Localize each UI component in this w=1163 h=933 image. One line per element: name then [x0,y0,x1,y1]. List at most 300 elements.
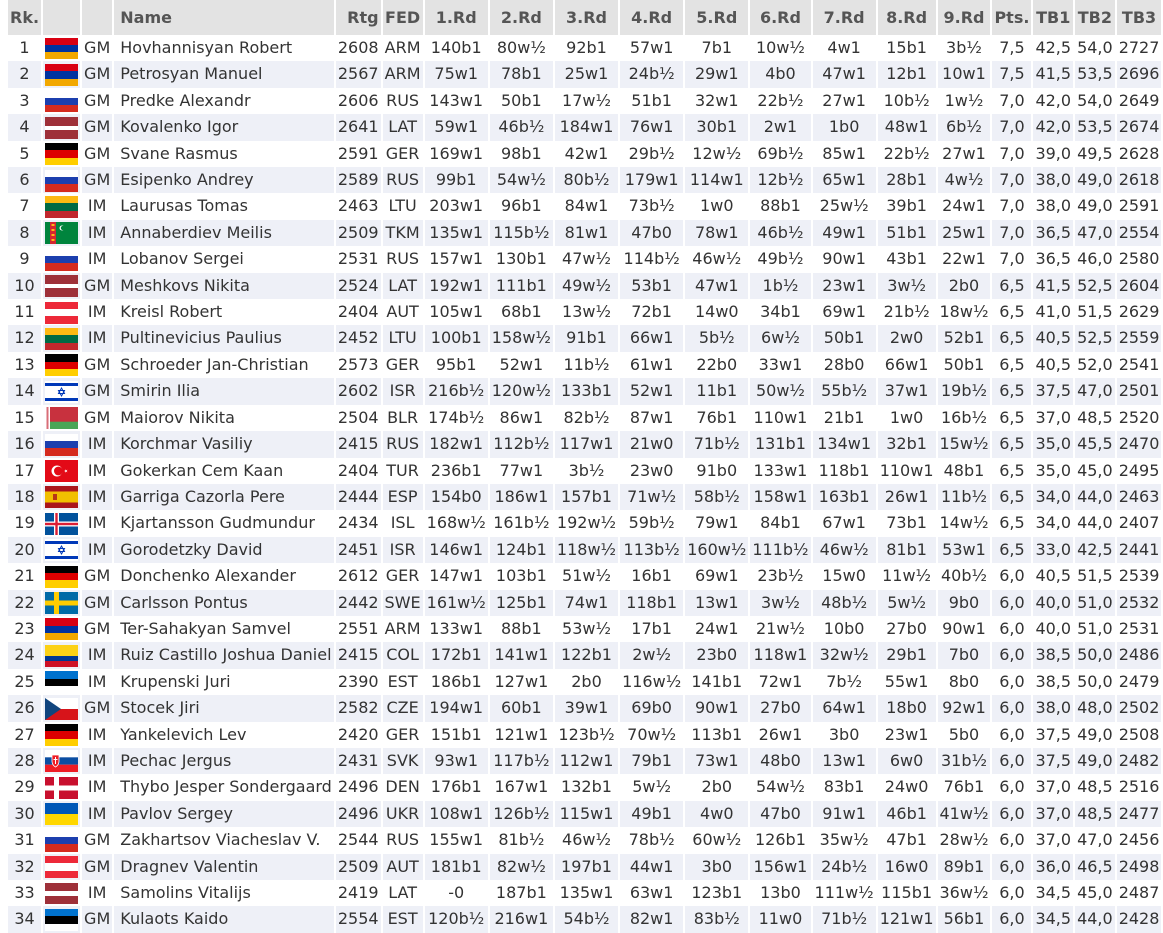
round-result-cell[interactable]: 60b1 [490,695,553,721]
round-result-cell[interactable]: 10w½ [750,35,810,61]
round-result-cell[interactable]: 93w1 [425,748,488,774]
round-result-cell[interactable]: 52b1 [938,325,991,351]
player-name-link[interactable]: Hovhannisyan Robert [114,35,334,61]
round-result-cell[interactable]: 49w½ [555,273,618,299]
round-result-cell[interactable]: 90w1 [813,246,876,272]
round-result-cell[interactable]: 77w1 [490,458,553,484]
round-result-cell[interactable]: 123b1 [685,880,748,906]
round-result-cell[interactable]: 121w1 [490,722,553,748]
round-result-cell[interactable]: 49w1 [813,220,876,246]
round-result-cell[interactable]: 64w1 [813,695,876,721]
round-result-cell[interactable]: 21w½ [750,616,810,642]
player-name-link[interactable]: Stocek Jiri [114,695,334,721]
round-result-cell[interactable]: 110w1 [878,458,936,484]
player-name-link[interactable]: Gokerkan Cem Kaan [114,458,334,484]
round-result-cell[interactable]: 114b½ [620,246,683,272]
round-result-cell[interactable]: 2b0 [555,669,618,695]
round-result-cell[interactable]: 118b1 [813,458,876,484]
round-result-cell[interactable]: 80b½ [555,167,618,193]
player-name-link[interactable]: Kulaots Kaido [114,906,334,932]
round-result-cell[interactable]: 23w1 [878,722,936,748]
round-result-cell[interactable]: 155w1 [425,827,488,853]
round-result-cell[interactable]: 156w1 [750,854,810,880]
round-result-cell[interactable]: 48w1 [878,114,936,140]
round-result-cell[interactable]: 76w1 [620,114,683,140]
round-result-cell[interactable]: 22b0 [685,352,748,378]
round-result-cell[interactable]: 11w½ [878,563,936,589]
round-result-cell[interactable]: 22b½ [878,141,936,167]
round-result-cell[interactable]: 135w1 [425,220,488,246]
player-name-link[interactable]: Predke Alexandr [114,88,334,114]
header-round-9[interactable]: 9.Rd [938,0,991,35]
round-result-cell[interactable]: 10b0 [813,616,876,642]
round-result-cell[interactable]: 141w1 [490,642,553,668]
round-result-cell[interactable]: 4b0 [750,61,810,87]
round-result-cell[interactable]: 179w1 [620,167,683,193]
round-result-cell[interactable]: 44w1 [620,854,683,880]
round-result-cell[interactable]: 70w½ [620,722,683,748]
round-result-cell[interactable]: 134w1 [813,431,876,457]
round-result-cell[interactable]: 67w1 [813,510,876,536]
round-result-cell[interactable]: 27b0 [878,616,936,642]
round-result-cell[interactable]: 54b½ [555,906,618,932]
round-result-cell[interactable]: 140b1 [425,35,488,61]
round-result-cell[interactable]: 9b0 [938,590,991,616]
round-result-cell[interactable]: 117b½ [490,748,553,774]
round-result-cell[interactable]: 56b1 [938,906,991,932]
round-result-cell[interactable]: 40b½ [938,563,991,589]
round-result-cell[interactable]: 203w1 [425,193,488,219]
round-result-cell[interactable]: 13b0 [750,880,810,906]
round-result-cell[interactable]: 48b1 [938,458,991,484]
round-result-cell[interactable]: 21w0 [620,431,683,457]
round-result-cell[interactable]: 120b½ [425,906,488,932]
round-result-cell[interactable]: 71w½ [620,484,683,510]
round-result-cell[interactable]: 52w1 [620,378,683,404]
round-result-cell[interactable]: 112w1 [555,748,618,774]
round-result-cell[interactable]: 46w½ [555,827,618,853]
round-result-cell[interactable]: 24w1 [685,616,748,642]
round-result-cell[interactable]: 21b1 [813,405,876,431]
player-name-link[interactable]: Kjartansson Gudmundur [114,510,334,536]
round-result-cell[interactable]: 111b1 [490,273,553,299]
round-result-cell[interactable]: 169w1 [425,141,488,167]
round-result-cell[interactable]: 39w1 [555,695,618,721]
round-result-cell[interactable]: 13w½ [555,299,618,325]
round-result-cell[interactable]: 161b½ [490,510,553,536]
round-result-cell[interactable]: 73b½ [620,193,683,219]
round-result-cell[interactable]: 143w1 [425,88,488,114]
round-result-cell[interactable]: 110w1 [750,405,810,431]
round-result-cell[interactable]: 49b1 [620,801,683,827]
round-result-cell[interactable]: 72w1 [750,669,810,695]
round-result-cell[interactable]: 122b1 [555,642,618,668]
round-result-cell[interactable]: 111w½ [813,880,876,906]
round-result-cell[interactable]: 49b½ [750,246,810,272]
round-result-cell[interactable]: 51b1 [620,88,683,114]
round-result-cell[interactable]: 3b½ [938,35,991,61]
round-result-cell[interactable]: 46b½ [490,114,553,140]
round-result-cell[interactable]: 32w1 [685,88,748,114]
round-result-cell[interactable]: 16b1 [620,563,683,589]
round-result-cell[interactable]: 115w1 [555,801,618,827]
round-result-cell[interactable]: 120w½ [490,378,553,404]
round-result-cell[interactable]: 50b1 [813,325,876,351]
round-result-cell[interactable]: 33w1 [750,352,810,378]
header-name[interactable]: Name [114,0,334,35]
round-result-cell[interactable]: 87w1 [620,405,683,431]
round-result-cell[interactable]: 47b0 [620,220,683,246]
round-result-cell[interactable]: 118w½ [555,537,618,563]
player-name-link[interactable]: Esipenko Andrey [114,167,334,193]
round-result-cell[interactable]: 25w1 [938,220,991,246]
round-result-cell[interactable]: 7b0 [938,642,991,668]
round-result-cell[interactable]: 78b½ [620,827,683,853]
round-result-cell[interactable]: 216b½ [425,378,488,404]
player-name-link[interactable]: Pavlov Sergey [114,801,334,827]
header-round-8[interactable]: 8.Rd [878,0,936,35]
round-result-cell[interactable]: 28w½ [938,827,991,853]
round-result-cell[interactable]: 59w1 [425,114,488,140]
round-result-cell[interactable]: 5w½ [620,774,683,800]
round-result-cell[interactable]: 172b1 [425,642,488,668]
round-result-cell[interactable]: 192w1 [425,273,488,299]
header-round-2[interactable]: 2.Rd [490,0,553,35]
round-result-cell[interactable]: 24w1 [938,193,991,219]
round-result-cell[interactable]: 13w1 [813,748,876,774]
round-result-cell[interactable]: 81w1 [555,220,618,246]
round-result-cell[interactable]: 61w1 [620,352,683,378]
round-result-cell[interactable]: 24b½ [813,854,876,880]
round-result-cell[interactable]: 76b1 [685,405,748,431]
round-result-cell[interactable]: 52w1 [490,352,553,378]
round-result-cell[interactable]: 5w½ [878,590,936,616]
round-result-cell[interactable]: 116w½ [620,669,683,695]
round-result-cell[interactable]: 92b1 [555,35,618,61]
round-result-cell[interactable]: 29w1 [685,61,748,87]
round-result-cell[interactable]: 23w0 [620,458,683,484]
round-result-cell[interactable]: 14w0 [685,299,748,325]
round-result-cell[interactable]: 86w1 [490,405,553,431]
round-result-cell[interactable]: 32w½ [813,642,876,668]
player-name-link[interactable]: Laurusas Tomas [114,193,334,219]
round-result-cell[interactable]: 11w0 [750,906,810,932]
player-name-link[interactable]: Garriga Cazorla Pere [114,484,334,510]
round-result-cell[interactable]: 91b0 [685,458,748,484]
round-result-cell[interactable]: 105w1 [425,299,488,325]
round-result-cell[interactable]: 58b½ [685,484,748,510]
round-result-cell[interactable]: 43b1 [878,246,936,272]
round-result-cell[interactable]: 216w1 [490,906,553,932]
round-result-cell[interactable]: 54w½ [750,774,810,800]
round-result-cell[interactable]: 157b1 [555,484,618,510]
round-result-cell[interactable]: 30b1 [685,114,748,140]
round-result-cell[interactable]: 78w1 [685,220,748,246]
round-result-cell[interactable]: 22w1 [938,246,991,272]
round-result-cell[interactable]: 71b½ [813,906,876,932]
round-result-cell[interactable]: 46b1 [878,801,936,827]
round-result-cell[interactable]: 69b½ [750,141,810,167]
round-result-cell[interactable]: 48b½ [813,590,876,616]
round-result-cell[interactable]: 6b½ [938,114,991,140]
round-result-cell[interactable]: 90w1 [685,695,748,721]
round-result-cell[interactable]: 131b1 [750,431,810,457]
player-name-link[interactable]: Petrosyan Manuel [114,61,334,87]
round-result-cell[interactable]: 157w1 [425,246,488,272]
round-result-cell[interactable]: 47w1 [813,61,876,87]
round-result-cell[interactable]: 99b1 [425,167,488,193]
round-result-cell[interactable]: 51b1 [878,220,936,246]
round-result-cell[interactable]: 26w1 [878,484,936,510]
round-result-cell[interactable]: 59b½ [620,510,683,536]
round-result-cell[interactable]: 39b1 [878,193,936,219]
round-result-cell[interactable]: 11b1 [685,378,748,404]
round-result-cell[interactable]: 91b1 [555,325,618,351]
round-result-cell[interactable]: 161w½ [425,590,488,616]
round-result-cell[interactable]: 181b1 [425,854,488,880]
round-result-cell[interactable]: 125b1 [490,590,553,616]
round-result-cell[interactable]: 16w0 [878,854,936,880]
round-result-cell[interactable]: 79b1 [620,748,683,774]
round-result-cell[interactable]: 158w1 [750,484,810,510]
round-result-cell[interactable]: 13w1 [685,590,748,616]
player-name-link[interactable]: Pechac Jergus [114,748,334,774]
header-tb1[interactable]: TB1 [1033,0,1073,35]
round-result-cell[interactable]: 31b½ [938,748,991,774]
round-result-cell[interactable]: 79w1 [685,510,748,536]
round-result-cell[interactable]: 154b0 [425,484,488,510]
header-rank[interactable]: Rk. [8,0,41,35]
round-result-cell[interactable]: 34b1 [750,299,810,325]
round-result-cell[interactable]: 41w½ [938,801,991,827]
round-result-cell[interactable]: 27w1 [813,88,876,114]
round-result-cell[interactable]: 17b1 [620,616,683,642]
round-result-cell[interactable]: 12b1 [878,61,936,87]
round-result-cell[interactable]: 132b1 [555,774,618,800]
round-result-cell[interactable]: 24w0 [878,774,936,800]
round-result-cell[interactable]: 69b0 [620,695,683,721]
round-result-cell[interactable]: 82w1 [620,906,683,932]
player-name-link[interactable]: Samolins Vitalijs [114,880,334,906]
round-result-cell[interactable]: 29b½ [620,141,683,167]
round-result-cell[interactable]: 47b1 [878,827,936,853]
round-result-cell[interactable]: 82b½ [555,405,618,431]
round-result-cell[interactable]: 69w1 [685,563,748,589]
round-result-cell[interactable]: 115b1 [878,880,936,906]
player-name-link[interactable]: Smirin Ilia [114,378,334,404]
header-points[interactable]: Pts. [992,0,1031,35]
round-result-cell[interactable]: 47w1 [685,273,748,299]
round-result-cell[interactable]: 5b½ [685,325,748,351]
round-result-cell[interactable]: 111b½ [750,537,810,563]
round-result-cell[interactable]: 82w½ [490,854,553,880]
player-name-link[interactable]: Zakhartsov Viacheslav V. [114,827,334,853]
round-result-cell[interactable]: 8b0 [938,669,991,695]
round-result-cell[interactable]: 48b0 [750,748,810,774]
round-result-cell[interactable]: 46w½ [813,537,876,563]
round-result-cell[interactable]: 11b½ [938,484,991,510]
round-result-cell[interactable]: 192w½ [555,510,618,536]
player-name-link[interactable]: Maiorov Nikita [114,405,334,431]
round-result-cell[interactable]: 75w1 [425,61,488,87]
round-result-cell[interactable]: 7b1 [685,35,748,61]
round-result-cell[interactable]: 10b½ [878,88,936,114]
round-result-cell[interactable]: 184w1 [555,114,618,140]
header-round-3[interactable]: 3.Rd [555,0,618,35]
player-name-link[interactable]: Lobanov Sergei [114,246,334,272]
round-result-cell[interactable]: 55w1 [878,669,936,695]
round-result-cell[interactable]: 112b½ [490,431,553,457]
round-result-cell[interactable]: 89b1 [938,854,991,880]
player-name-link[interactable]: Yankelevich Lev [114,722,334,748]
header-rating[interactable]: Rtg [336,0,381,35]
round-result-cell[interactable]: 46w½ [685,246,748,272]
round-result-cell[interactable]: 133b1 [555,378,618,404]
round-result-cell[interactable]: 127w1 [490,669,553,695]
round-result-cell[interactable]: 141b1 [685,669,748,695]
round-result-cell[interactable]: 6w½ [750,325,810,351]
round-result-cell[interactable]: 73b1 [878,510,936,536]
player-name-link[interactable]: Ruiz Castillo Joshua Daniel [114,642,334,668]
round-result-cell[interactable]: 158w½ [490,325,553,351]
round-result-cell[interactable]: 3b0 [813,722,876,748]
round-result-cell[interactable]: 123b½ [555,722,618,748]
round-result-cell[interactable]: 147w1 [425,563,488,589]
player-name-link[interactable]: Krupenski Juri [114,669,334,695]
round-result-cell[interactable]: 73w1 [685,748,748,774]
round-result-cell[interactable]: 15w½ [938,431,991,457]
header-round-5[interactable]: 5.Rd [685,0,748,35]
round-result-cell[interactable]: 60w½ [685,827,748,853]
round-result-cell[interactable]: 15w0 [813,563,876,589]
round-result-cell[interactable]: 29b1 [878,642,936,668]
round-result-cell[interactable]: 151b1 [425,722,488,748]
round-result-cell[interactable]: 103b1 [490,563,553,589]
round-result-cell[interactable]: 121w1 [878,906,936,932]
player-name-link[interactable]: Ter-Sahakyan Samvel [114,616,334,642]
player-name-link[interactable]: Meshkovs Nikita [114,273,334,299]
round-result-cell[interactable]: 84w1 [555,193,618,219]
round-result-cell[interactable]: 10w1 [938,61,991,87]
round-result-cell[interactable]: 115b½ [490,220,553,246]
round-result-cell[interactable]: 1w0 [685,193,748,219]
round-result-cell[interactable]: 11b½ [555,352,618,378]
round-result-cell[interactable]: 50w½ [750,378,810,404]
round-result-cell[interactable]: 27w1 [938,141,991,167]
header-round-7[interactable]: 7.Rd [813,0,876,35]
round-result-cell[interactable]: 21b½ [878,299,936,325]
round-result-cell[interactable]: 18b0 [878,695,936,721]
round-result-cell[interactable]: 23w1 [813,273,876,299]
round-result-cell[interactable]: 53b1 [620,273,683,299]
round-result-cell[interactable]: 25w½ [813,193,876,219]
round-result-cell[interactable]: 47w½ [555,246,618,272]
round-result-cell[interactable]: 2b0 [685,774,748,800]
round-result-cell[interactable]: 2w0 [878,325,936,351]
header-round-4[interactable]: 4.Rd [620,0,683,35]
round-result-cell[interactable]: 71b½ [685,431,748,457]
round-result-cell[interactable]: 18w½ [938,299,991,325]
round-result-cell[interactable]: 55b½ [813,378,876,404]
round-result-cell[interactable]: 46b½ [750,220,810,246]
round-result-cell[interactable]: 84b1 [750,510,810,536]
round-result-cell[interactable]: 167w1 [490,774,553,800]
round-result-cell[interactable]: 78b1 [490,61,553,87]
round-result-cell[interactable]: 118w1 [750,642,810,668]
round-result-cell[interactable]: 126b½ [490,801,553,827]
round-result-cell[interactable]: 92w1 [938,695,991,721]
round-result-cell[interactable]: 23b0 [685,642,748,668]
header-federation[interactable]: FED [383,0,423,35]
player-name-link[interactable]: Pultinevicius Paulius [114,325,334,351]
round-result-cell[interactable]: 1w0 [878,405,936,431]
round-result-cell[interactable]: 37w1 [878,378,936,404]
round-result-cell[interactable]: 27b0 [750,695,810,721]
player-name-link[interactable]: Donchenko Alexander [114,563,334,589]
round-result-cell[interactable]: 63w1 [620,880,683,906]
round-result-cell[interactable]: 1w½ [938,88,991,114]
player-name-link[interactable]: Annaberdiev Meilis [114,220,334,246]
round-result-cell[interactable]: 124b1 [490,537,553,563]
round-result-cell[interactable]: 163b1 [813,484,876,510]
round-result-cell[interactable]: 66w1 [620,325,683,351]
round-result-cell[interactable]: 54w½ [490,167,553,193]
round-result-cell[interactable]: 90w1 [938,616,991,642]
round-result-cell[interactable]: 14w½ [938,510,991,536]
round-result-cell[interactable]: 100b1 [425,325,488,351]
round-result-cell[interactable]: 5b0 [938,722,991,748]
round-result-cell[interactable]: 168w½ [425,510,488,536]
round-result-cell[interactable]: 16b½ [938,405,991,431]
round-result-cell[interactable]: 26w1 [750,722,810,748]
round-result-cell[interactable]: 176b1 [425,774,488,800]
round-result-cell[interactable]: 146w1 [425,537,488,563]
header-round-6[interactable]: 6.Rd [750,0,810,35]
round-result-cell[interactable]: 24b½ [620,61,683,87]
round-result-cell[interactable]: 50b1 [938,352,991,378]
round-result-cell[interactable]: 50b1 [490,88,553,114]
round-result-cell[interactable]: 113b½ [620,537,683,563]
round-result-cell[interactable]: 118b1 [620,590,683,616]
round-result-cell[interactable]: 98b1 [490,141,553,167]
round-result-cell[interactable]: 88b1 [490,616,553,642]
round-result-cell[interactable]: 160w½ [685,537,748,563]
round-result-cell[interactable]: 35w½ [813,827,876,853]
round-result-cell[interactable]: 80w½ [490,35,553,61]
round-result-cell[interactable]: 47b0 [750,801,810,827]
round-result-cell[interactable]: 15b1 [878,35,936,61]
round-result-cell[interactable]: 182w1 [425,431,488,457]
round-result-cell[interactable]: 135w1 [555,880,618,906]
round-result-cell[interactable]: 4w1 [813,35,876,61]
round-result-cell[interactable]: 57w1 [620,35,683,61]
round-result-cell[interactable]: 76b1 [938,774,991,800]
round-result-cell[interactable]: 236b1 [425,458,488,484]
header-tb3[interactable]: TB3 [1117,0,1162,35]
round-result-cell[interactable]: 7b½ [813,669,876,695]
player-name-link[interactable]: Dragnev Valentin [114,854,334,880]
round-result-cell[interactable]: 69w1 [813,299,876,325]
round-result-cell[interactable]: 12b½ [750,167,810,193]
round-result-cell[interactable]: 66w1 [878,352,936,378]
round-result-cell[interactable]: 113b1 [685,722,748,748]
round-result-cell[interactable]: 2w½ [620,642,683,668]
round-result-cell[interactable]: 81b½ [490,827,553,853]
player-name-link[interactable]: Kovalenko Igor [114,114,334,140]
round-result-cell[interactable]: 117w1 [555,431,618,457]
header-tb2[interactable]: TB2 [1075,0,1115,35]
round-result-cell[interactable]: 65w1 [813,167,876,193]
